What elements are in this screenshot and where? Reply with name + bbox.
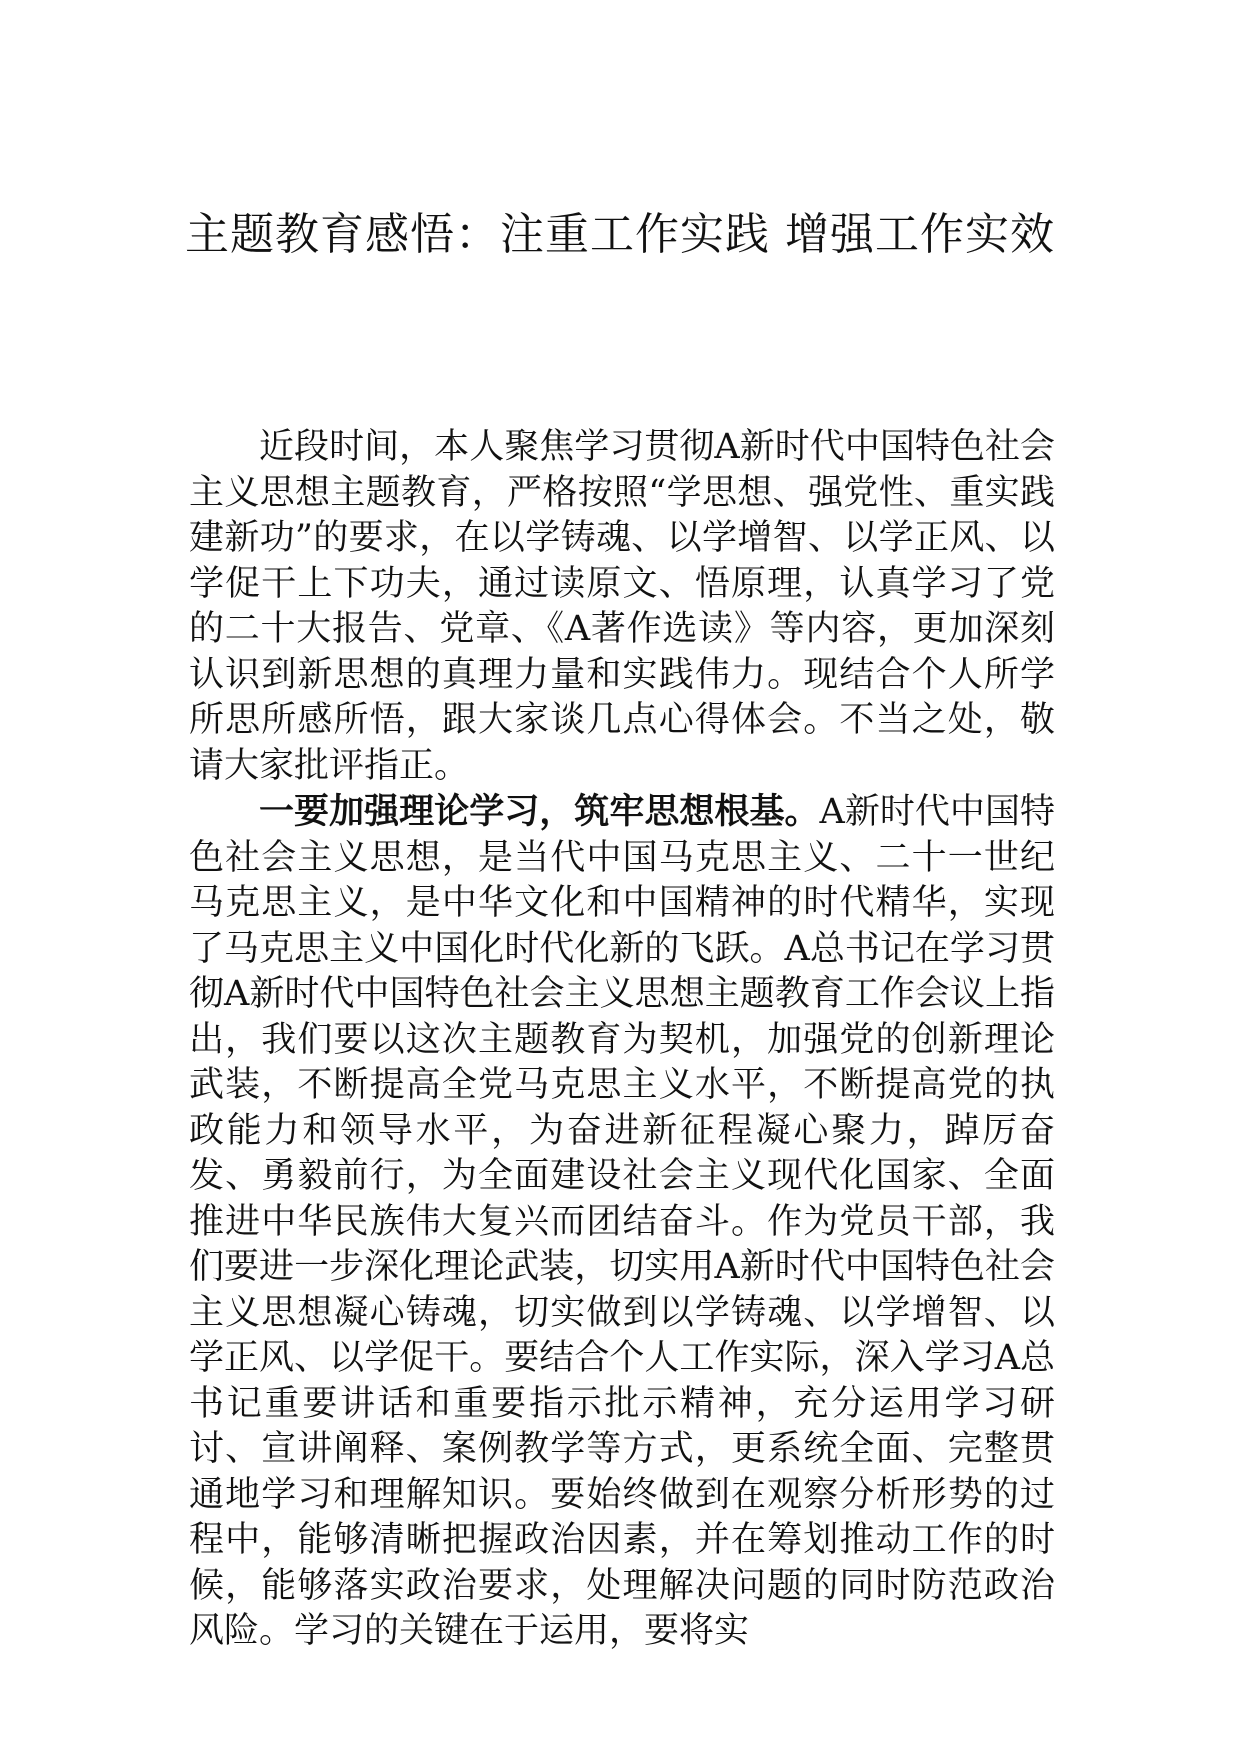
paragraph-lead: 一要加强理论学习，筑牢思想根基。: [259, 791, 820, 832]
paragraph-theory-study: [189, 789, 1055, 1655]
document-body: [189, 424, 1055, 1655]
paragraph-intro: [189, 424, 1055, 789]
document-title: 主题教育感悟：注重工作实践 增强工作实效: [185, 209, 1055, 260]
paragraph-text: A新时代中国特色社会主义思想，是当代中国马克思主义、二十一世纪马克思主义，是中华文化和中国精神的时代精华，实现了马克思主义中国化时代化新的飞跃。A总书记在学习贯彻A新时代中国特色社会主义思想主题教育工作会议上指出，我们要以这次主题教育为契机，加强党的创新理论武装，不断提高全党马克思主义水平，不断提高党的执政能力和领导水平，为奋进新征程凝心聚力，踔厉奋发、勇毅前行，为全面建设社会主义现代化国家、全面推进中华民族伟大复兴而团结奋斗。作为党员干部，我们要进一步深化理论武装，切实用A新时代中国特色社会主义思想凝心铸魂，切实做到以学铸魂、以学增智、以学正风、以学促干。要结合个人工作实际，深入学习A总书记重要讲话和重要指示批示精神，充分运用学习研讨、宣讲阐释、案例教学等方式，更系统全面、完整贯通地学习和理解知识。要始终做到在观察分析形势的过程中，能够清晰把握政治因素，并在筹划推动工作的时候，能够落实政治要求，处理解决问题的同时防范政治风险。学习的关键在于运用，要将实: [189, 792, 1055, 1651]
paragraph-text: 近段时间，本人聚焦学习贯彻A新时代中国特色社会主义思想主题教育，严格按照“学思想、强党性、重实践建新功”的要求，在以学铸魂、以学增智、以学正风、以学促干上下功夫，通过读原文、悟原理，认真学习了党的二十大报告、党章、《A著作选读》等内容，更加深刻认识到新思想的真理力量和实践伟力。现结合个人所学所思所感所悟，跟大家谈几点心得体会。不当之处，敬请大家批评指正。: [189, 427, 1055, 786]
